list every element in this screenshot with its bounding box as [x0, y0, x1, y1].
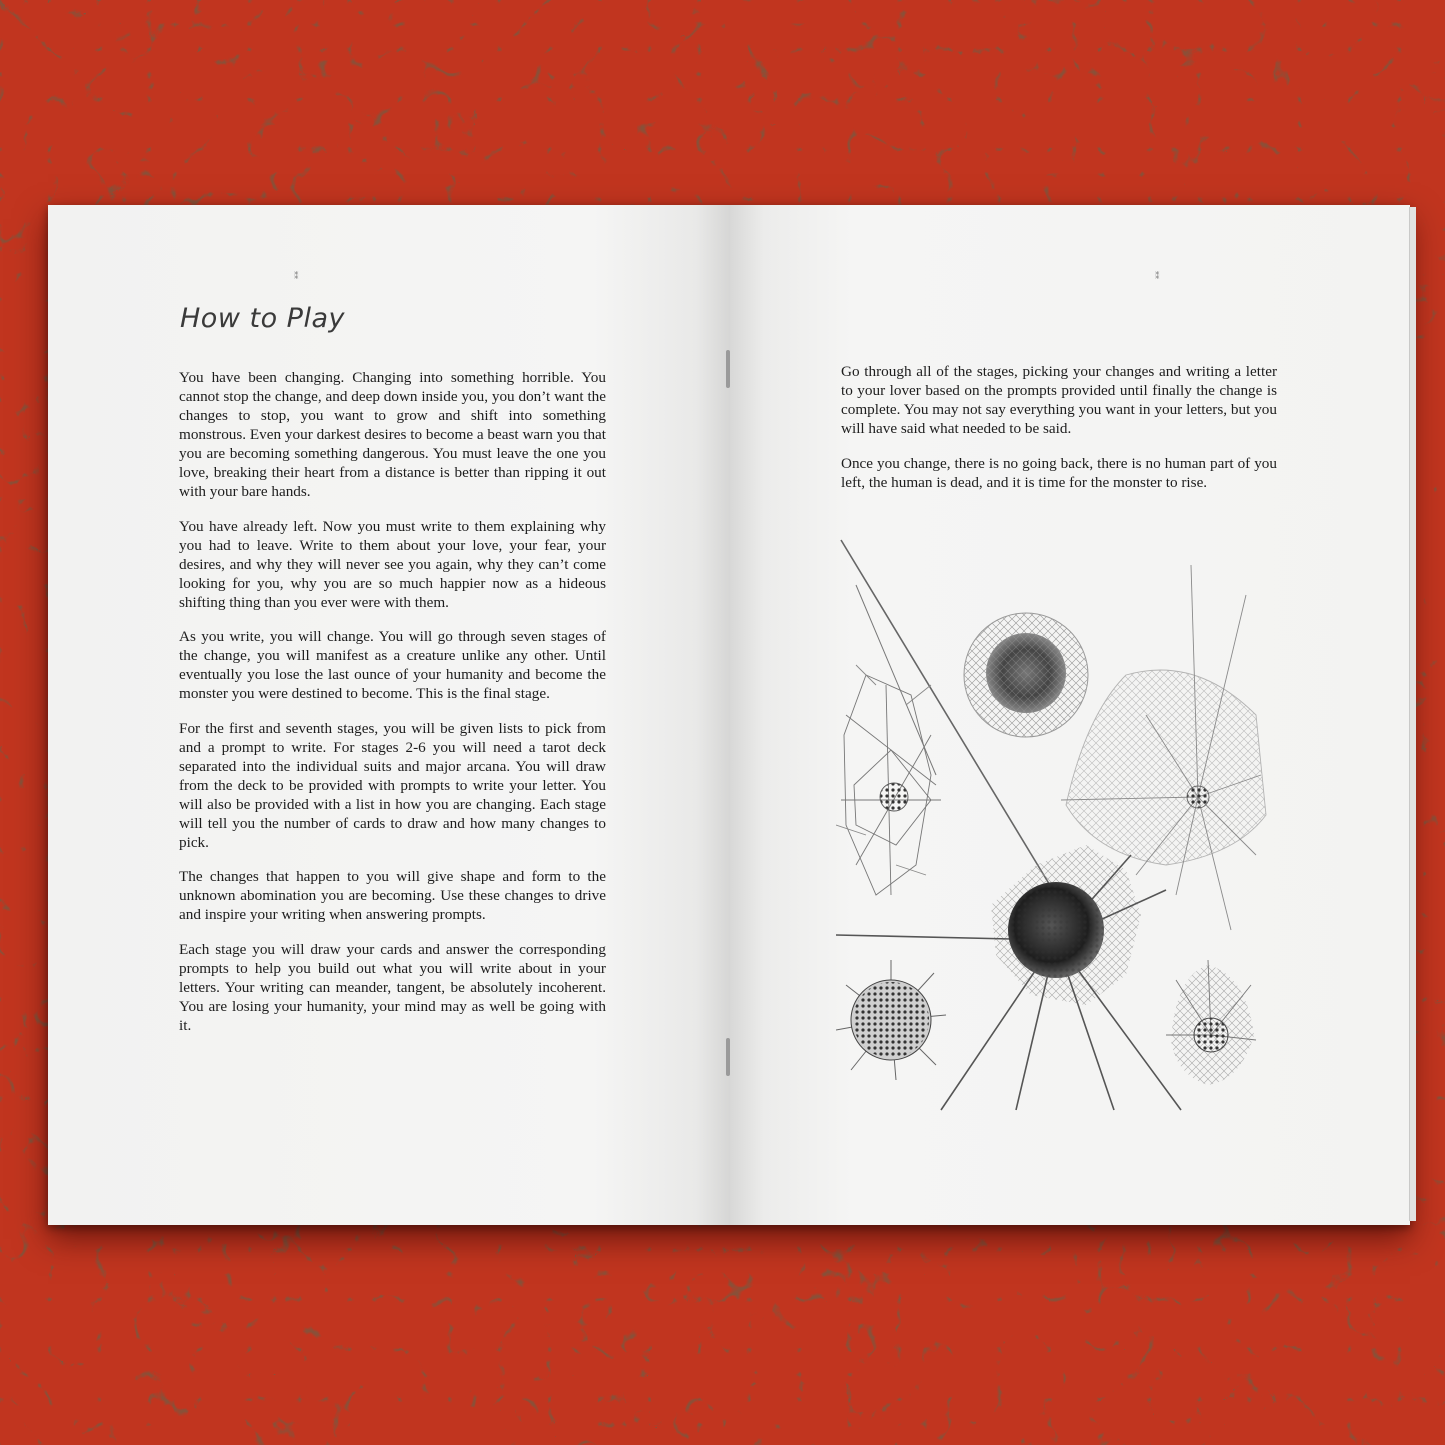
page-edge	[1409, 207, 1416, 1221]
page-marker: ⁑	[1155, 271, 1160, 281]
paragraph: As you write, you will change. You will go through seven stages of the change, you will manifest as a creature unlike any other. Until eventually you lose the last ounce of your humanity and become the monster you were destined to become. This is the final stage.	[179, 628, 606, 702]
open-booklet	[48, 205, 1410, 1225]
right-body-text	[841, 362, 1277, 507]
section-title: How to Play	[180, 303, 345, 334]
page-marker: ⁑	[294, 271, 299, 281]
paragraph: You have already left. Now you must write to them explaining why you had to leave. Write to them about your love, your fear, your desires, and why they will never see you again, why they can’t come looking for you, why you are so much happier now as a hideous shifting thing than you ever were with them.	[179, 517, 606, 611]
left-page	[48, 205, 730, 1225]
paragraph: For the first and seventh stages, you will be given lists to pick from and a prompt to write. For stages 2-6 you will need a tarot deck separated into the individual suits and major arcana. You will draw from the deck to be provided with prompts to write your letter. You will also be provided with a list in how you are changing. Each stage will tell you the number of cards to draw and how many changes to pick.	[179, 719, 606, 851]
bottom-left-spiky-radiolarian	[836, 960, 946, 1080]
lattice-radiolarian	[836, 665, 941, 895]
paragraph: The changes that happen to you will give shape and form to the unknown abomination you are becoming. Use these changes to drive and inspire your writing when answering prompts.	[179, 868, 606, 923]
paragraph: Each stage you will draw your cards and answer the corresponding prompts to help you build out what you will write about in your letters. Your writing can meander, tangent, be absolutely incoherent. You are losing your humanity, your mind may as well be going with it.	[179, 940, 606, 1034]
paragraph: Once you change, there is no going back, there is no human part of you left, the human is dead, and it is time for the monster to rise.	[841, 454, 1277, 491]
radiolaria-illustration	[836, 535, 1276, 1115]
right-page	[730, 205, 1410, 1225]
paragraph: You have been changing. Changing into something horrible. You cannot stop the change, and deep down inside you, you don’t want the changes to stop, you want to grow and shift into something monstrous. Even your darkest desires to become a beast warn you that you are becoming something dangerous. You must leave the one you love, breaking their heart from a distance is better than ripping it out with your bare hands.	[179, 369, 606, 500]
central-spiny-radiolarian	[836, 845, 1181, 1110]
sphere-radiolarian	[964, 613, 1088, 737]
left-body-text	[179, 368, 606, 1050]
paragraph: Go through all of the stages, picking your changes and writing a letter to your lover based on the prompts provided until finally the change is complete. You may not say everything you want in your letters, but you will have said what needed to be said.	[841, 363, 1277, 437]
bottom-right-radiolarian	[1166, 960, 1256, 1085]
